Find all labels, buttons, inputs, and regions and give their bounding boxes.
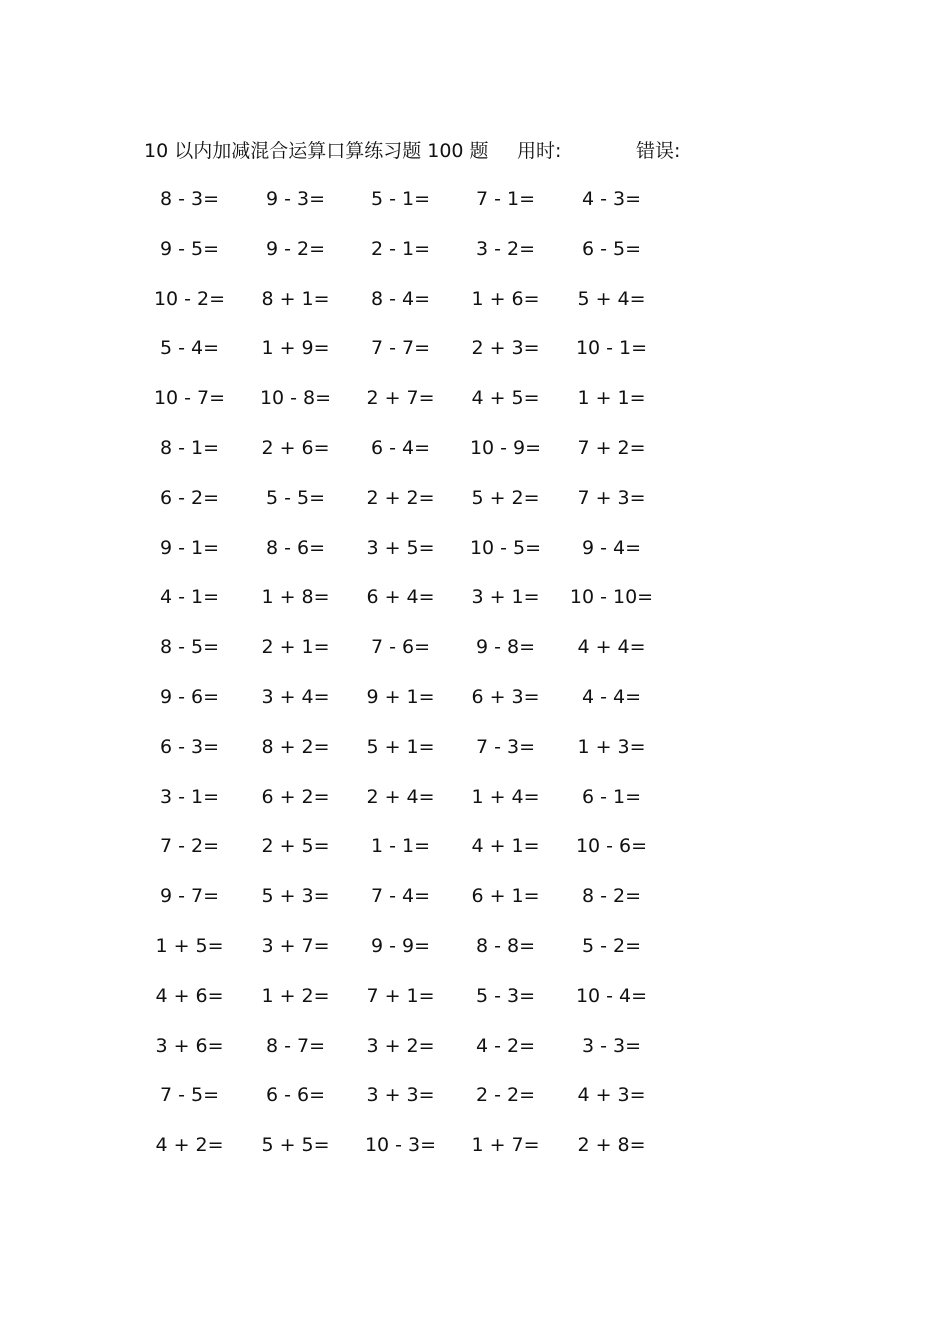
problem-row (140, 484, 700, 534)
problem-item: 7 - 5= (159, 1084, 220, 1107)
problem-item: 4 + 2= (155, 1134, 224, 1157)
problem-item: 5 + 3= (261, 885, 330, 908)
problem-item: 2 + 2= (366, 486, 435, 509)
problem-item: 7 + 3= (577, 486, 646, 509)
problem-item: 10 - 8= (259, 387, 332, 410)
problem-item: 6 - 3= (159, 735, 220, 758)
problem-row (140, 683, 700, 733)
problem-row (140, 334, 700, 384)
problem-item: 6 + 2= (261, 785, 330, 808)
problem-item: 8 - 8= (475, 934, 536, 957)
problem-item: 8 - 1= (159, 436, 220, 459)
problem-row (140, 1081, 700, 1131)
problem-item: 4 - 3= (581, 188, 642, 210)
problem-item: 10 - 1= (575, 337, 648, 360)
problem-item: 3 + 6= (155, 1034, 224, 1057)
problem-item: 3 + 2= (366, 1034, 435, 1057)
problem-item: 10 - 5= (469, 536, 542, 559)
problem-item: 10 - 2= (153, 287, 226, 310)
problem-item: 7 - 3= (475, 735, 536, 758)
problem-row (140, 982, 700, 1032)
problem-row (140, 1131, 700, 1181)
problem-item: 2 + 6= (261, 436, 330, 459)
problem-item: 8 - 5= (159, 636, 220, 659)
problem-item: 3 + 4= (261, 685, 330, 708)
problem-item: 5 - 2= (581, 934, 642, 957)
problem-item: 3 + 1= (471, 586, 540, 609)
problem-item: 9 + 1= (366, 685, 435, 708)
problem-item: 6 - 5= (581, 237, 642, 260)
problem-item: 4 + 5= (471, 387, 540, 410)
problem-item: 3 - 1= (159, 785, 220, 808)
problem-item: 7 + 2= (577, 436, 646, 459)
problem-item: 4 + 3= (577, 1084, 646, 1107)
problem-item: 7 + 1= (366, 984, 435, 1007)
problem-grid (140, 185, 700, 1181)
problem-item: 1 + 8= (261, 586, 330, 609)
problem-item: 9 - 5= (159, 237, 220, 260)
problem-item: 9 - 4= (581, 536, 642, 559)
problem-row (140, 185, 700, 235)
problem-item: 5 + 1= (366, 735, 435, 758)
problem-item: 2 + 7= (366, 387, 435, 410)
time-label: 用时: (517, 140, 562, 162)
problem-item: 5 - 1= (370, 188, 431, 210)
problem-item: 3 + 5= (366, 536, 435, 559)
problem-item: 4 - 1= (159, 586, 220, 609)
problem-item: 1 + 4= (471, 785, 540, 808)
problem-item: 2 + 3= (471, 337, 540, 360)
problem-item: 8 + 2= (261, 735, 330, 758)
problem-item: 10 - 3= (364, 1134, 437, 1157)
problem-item: 9 - 8= (475, 636, 536, 659)
problem-item: 1 + 6= (471, 287, 540, 310)
problem-item: 3 + 3= (366, 1084, 435, 1107)
problem-item: 3 - 3= (581, 1034, 642, 1057)
problem-item: 10 - 10= (569, 586, 654, 609)
problem-item: 1 + 7= (471, 1134, 540, 1157)
problem-item: 9 - 2= (265, 237, 326, 260)
problem-item: 1 + 5= (155, 934, 224, 957)
problem-item: 6 - 1= (581, 785, 642, 808)
problem-item: 1 + 2= (261, 984, 330, 1007)
problem-item: 7 - 2= (159, 835, 220, 858)
problem-item: 4 - 4= (581, 685, 642, 708)
problem-item: 1 - 1= (370, 835, 431, 858)
problem-item: 8 - 6= (265, 536, 326, 559)
problem-item: 6 + 4= (366, 586, 435, 609)
problem-item: 10 - 4= (575, 984, 648, 1007)
problem-row (140, 235, 700, 285)
problem-item: 10 - 9= (469, 436, 542, 459)
problem-item: 5 - 4= (159, 337, 220, 360)
problem-item: 2 + 5= (261, 835, 330, 858)
problem-item: 1 + 1= (577, 387, 646, 410)
problem-item: 8 - 7= (265, 1034, 326, 1057)
problem-item: 8 - 2= (581, 885, 642, 908)
problem-row (140, 1032, 700, 1082)
problem-item: 7 - 7= (370, 337, 431, 360)
problem-row (140, 285, 700, 335)
worksheet-title: 10 以内加减混合运算口算练习题 100 题 (144, 140, 489, 162)
problem-row (140, 633, 700, 683)
problem-item: 2 - 1= (370, 237, 431, 260)
problem-item: 8 - 4= (370, 287, 431, 310)
problem-item: 5 - 3= (475, 984, 536, 1007)
problem-item: 2 + 4= (366, 785, 435, 808)
problem-item: 5 + 2= (471, 486, 540, 509)
problem-item: 9 - 3= (265, 188, 326, 210)
problem-item: 4 + 4= (577, 636, 646, 659)
problem-item: 9 - 7= (159, 885, 220, 908)
problem-row (140, 882, 700, 932)
problem-item: 10 - 6= (575, 835, 648, 858)
problem-item: 7 - 6= (370, 636, 431, 659)
problem-item: 7 - 4= (370, 885, 431, 908)
problem-row (140, 733, 700, 783)
problem-row (140, 832, 700, 882)
problem-item: 6 + 3= (471, 685, 540, 708)
problem-item: 5 - 5= (265, 486, 326, 509)
problem-row (140, 434, 700, 484)
problem-item: 3 - 2= (475, 237, 536, 260)
problem-item: 1 + 9= (261, 337, 330, 360)
problem-item: 9 - 9= (370, 934, 431, 957)
error-label: 错误: (636, 140, 681, 162)
problem-item: 3 + 7= (261, 934, 330, 957)
problem-item: 2 - 2= (475, 1084, 536, 1107)
problem-item: 9 - 1= (159, 536, 220, 559)
problem-item: 2 + 8= (577, 1134, 646, 1157)
problem-item: 4 - 2= (475, 1034, 536, 1057)
problem-row (140, 932, 700, 982)
problem-row (140, 783, 700, 833)
problem-item: 2 + 1= (261, 636, 330, 659)
problem-item: 8 - 3= (159, 188, 220, 210)
problem-item: 6 - 2= (159, 486, 220, 509)
problem-item: 8 + 1= (261, 287, 330, 310)
problem-row (140, 534, 700, 584)
problem-item: 6 + 1= (471, 885, 540, 908)
problem-item: 10 - 7= (153, 387, 226, 410)
problem-item: 9 - 6= (159, 685, 220, 708)
problem-item: 6 - 6= (265, 1084, 326, 1107)
problem-item: 4 + 1= (471, 835, 540, 858)
problem-row (140, 384, 700, 434)
problem-item: 7 - 1= (475, 188, 536, 210)
problem-item: 4 + 6= (155, 984, 224, 1007)
problem-item: 5 + 5= (261, 1134, 330, 1157)
problem-row (140, 583, 700, 633)
problem-item: 5 + 4= (577, 287, 646, 310)
problem-item: 1 + 3= (577, 735, 646, 758)
problem-item: 6 - 4= (370, 436, 431, 459)
